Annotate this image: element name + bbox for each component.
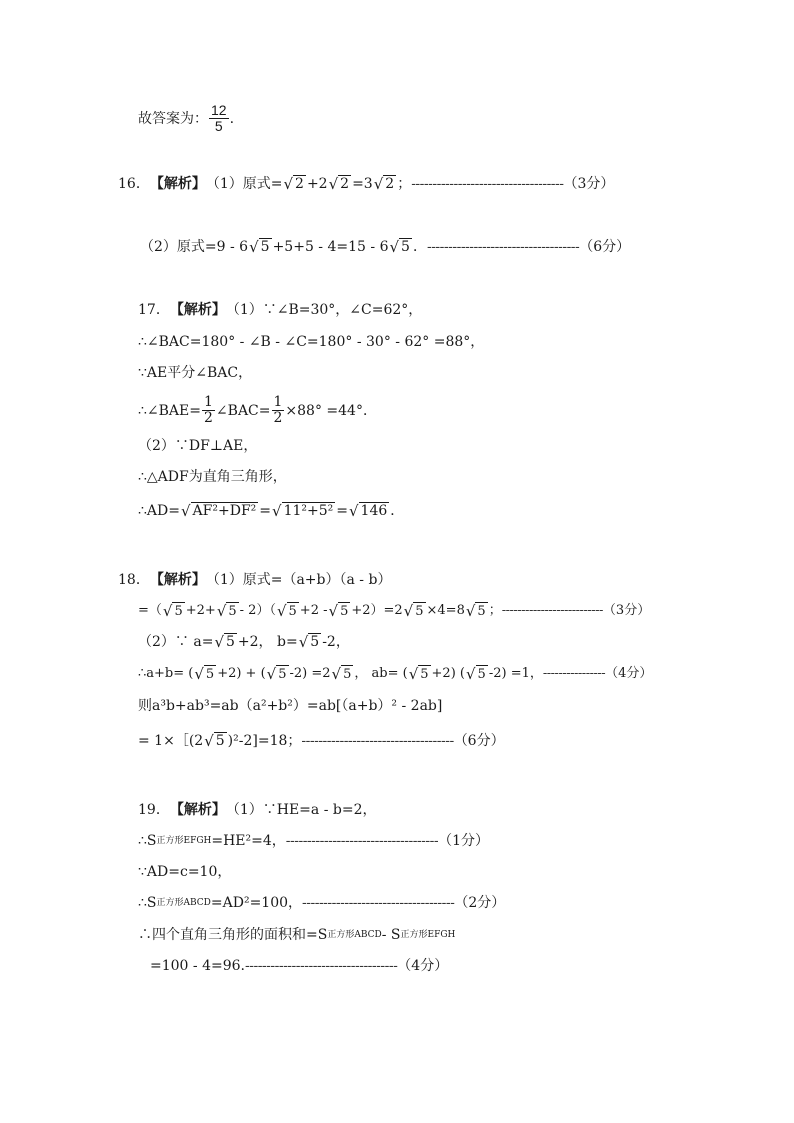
q17-line-4	[138, 395, 377, 427]
sqrt: √ 5	[328, 602, 349, 620]
q18-text: （2）∵ a=	[138, 634, 214, 650]
q19-text: ∴四个直角三角形的面积和=S	[138, 927, 328, 943]
q17-text: ∴∠BAC=180° - ∠B - ∠C=180° - 30° - 62° =88°，	[138, 334, 485, 350]
score: （3分）	[602, 603, 651, 618]
score-leader: ------------------------------------	[245, 958, 398, 974]
q19-text: （1）∵HE=a - b=2，	[225, 802, 377, 818]
q17-line-7	[138, 501, 404, 521]
q17-text: ∴AD=	[138, 503, 180, 519]
score: （6分）	[453, 733, 505, 749]
sqrt: √ 5	[389, 238, 410, 256]
sqrt: √ 11²+5²	[272, 502, 334, 520]
q16-line-1	[118, 174, 614, 194]
score: （2分）	[454, 895, 506, 911]
q18-line-3	[138, 632, 350, 652]
q18-text: 则a³b+ab³=ab（a²+b²）=ab[（a+b）² - 2ab]	[138, 698, 443, 714]
q17-line-1	[138, 300, 422, 320]
q19-text: =HE²=4，	[211, 833, 286, 849]
q18-text: +2+	[185, 603, 216, 618]
q19-text: ∴S	[138, 833, 157, 849]
sqrt: √ 5	[408, 665, 429, 683]
score-leader: ------------------------------------	[426, 239, 580, 255]
q19-text: =100 - 4=96.	[150, 958, 245, 974]
q19-tag: 【解析】	[169, 802, 226, 818]
q18-text: -2，	[322, 634, 350, 650]
answer-prefix: 故答案为：	[138, 110, 208, 127]
q17-line-6	[138, 467, 287, 487]
q16-text: ；	[397, 176, 412, 192]
q19-line-4: ∴S 正方形ABCD =AD²=100， ------------------------------------ （2分）	[138, 895, 506, 911]
sqrt: √ 5	[214, 633, 235, 651]
q18-line-5	[138, 696, 442, 716]
q18-text: （1）原式=（a+b）（a - b）	[205, 572, 392, 588]
score-leader: --------------------------	[501, 603, 603, 618]
q17-text: ∴△ADF为直角三角形，	[138, 469, 287, 485]
sqrt: √ 5	[249, 238, 270, 256]
q18-text: ∴a+b= (	[138, 666, 194, 681]
q16-label: 16．	[118, 176, 150, 192]
score-leader: ----------------	[542, 666, 606, 681]
q18-text: ×4=8	[426, 603, 465, 618]
q18-text: ， ab= (	[354, 666, 408, 681]
q17-text: =	[259, 503, 271, 519]
sqrt: √ 5	[403, 602, 424, 620]
score: （6分）	[579, 239, 631, 255]
q18-line-4	[138, 664, 652, 684]
q18-text: +2）=2	[351, 603, 403, 618]
q16-text: （2）原式=9 - 6	[140, 239, 249, 255]
score-leader: ------------------------------------	[301, 733, 454, 749]
q16-text: +5+5 - 4=15 - 6	[272, 239, 389, 255]
q17-tag: 【解析】	[169, 302, 226, 318]
q16-text: （1）原式=	[205, 176, 283, 192]
q18-text: +2 -	[299, 603, 328, 618]
q18-line-2	[138, 601, 650, 621]
sqrt: √ 146	[348, 502, 388, 520]
sqrt: √ 5	[276, 602, 297, 620]
fraction-denominator: 5	[214, 118, 223, 135]
sqrt: √ 5	[216, 602, 237, 620]
q18-text: +2) (	[431, 666, 465, 681]
q17-text: （1）∵∠B=30°，∠C=62°，	[225, 302, 423, 318]
q19-text: ∵AD=c=10，	[138, 864, 232, 880]
sqrt: √ 5	[266, 665, 287, 683]
score-leader: ------------------------------------	[411, 176, 564, 192]
sqrt: √ 5	[465, 665, 486, 683]
q18-line-1	[118, 570, 391, 590]
q18-text: - 2）（	[239, 603, 276, 618]
fraction-numerator: 12	[211, 102, 227, 118]
sqrt: √ 2	[283, 175, 304, 193]
sqrt: √ AF²+DF²	[180, 502, 257, 520]
q18-text: ；	[488, 603, 502, 618]
q19-line-1	[138, 800, 376, 820]
q17-line-2	[138, 332, 484, 352]
fraction: $\frac{1}{2}$	[273, 394, 283, 427]
sqrt: √ 5	[204, 732, 225, 750]
sqrt: √ 5	[194, 665, 215, 683]
q17-text: ∵AE平分∠BAC，	[138, 365, 253, 381]
q19-line-5: ∴四个直角三角形的面积和=S 正方形ABCD - S 正方形EFGH	[138, 927, 456, 943]
q18-text: +2， b=	[237, 634, 298, 650]
q16-text: +2	[306, 176, 328, 192]
q19-line-6	[150, 956, 448, 976]
answer-fraction	[209, 103, 229, 135]
sqrt: √ 2	[373, 175, 395, 193]
q18-text: )²-2]=18；	[227, 733, 302, 749]
q17-line-5	[138, 436, 257, 456]
answer-tail: .	[229, 110, 235, 127]
sqrt: √ 5	[465, 602, 486, 620]
score: （4分）	[605, 666, 653, 681]
q17-text: （2）∵DF⊥AE，	[138, 438, 258, 454]
q17-line-3	[138, 363, 252, 383]
score: （3分）	[563, 176, 615, 192]
q17-text: =	[336, 503, 348, 519]
q18-text: -2) =2	[289, 666, 331, 681]
q19-line-2: ∴S 正方形EFGH =HE²=4， ------------------------------------ （1分）	[138, 833, 489, 849]
sqrt: √ 5	[298, 633, 320, 651]
q18-text: = 1×［(2	[138, 733, 204, 749]
sqrt: √ 2	[328, 175, 350, 193]
answer-line	[138, 103, 234, 135]
q19-text: - S	[381, 927, 401, 943]
q18-tag: 【解析】	[149, 572, 206, 588]
q17-text: ∴∠BAE=	[138, 402, 201, 419]
q17-text: ×88° =44°．	[285, 402, 377, 419]
score: （1分）	[438, 833, 489, 849]
q18-text: +2) + (	[217, 666, 266, 681]
q19-text: ∴S	[138, 895, 157, 911]
q16-line-2	[140, 237, 630, 257]
q19-line-3	[138, 862, 231, 882]
q16-text: ．	[412, 239, 427, 255]
q18-text: =（	[138, 603, 162, 618]
q18-line-6	[138, 731, 505, 751]
score: （4分）	[397, 958, 449, 974]
q19-text: =AD²=100，	[210, 895, 303, 911]
score-leader: ------------------------------------	[285, 833, 439, 849]
q17-label: 17．	[138, 302, 170, 318]
q19-label: 19．	[138, 802, 170, 818]
score-leader: ------------------------------------	[302, 895, 455, 911]
q18-text: -2) =1，	[488, 666, 543, 681]
q16-text: =3	[352, 176, 373, 192]
q17-text: ．	[390, 503, 405, 519]
sqrt: √ 5	[162, 602, 183, 620]
q18-label: 18．	[118, 572, 150, 588]
sqrt: √ 5	[331, 665, 352, 683]
fraction: $\frac{1}{2}$	[204, 394, 213, 427]
q17-text: ∠BAC=	[215, 402, 271, 419]
q16-tag: 【解析】	[149, 176, 206, 192]
